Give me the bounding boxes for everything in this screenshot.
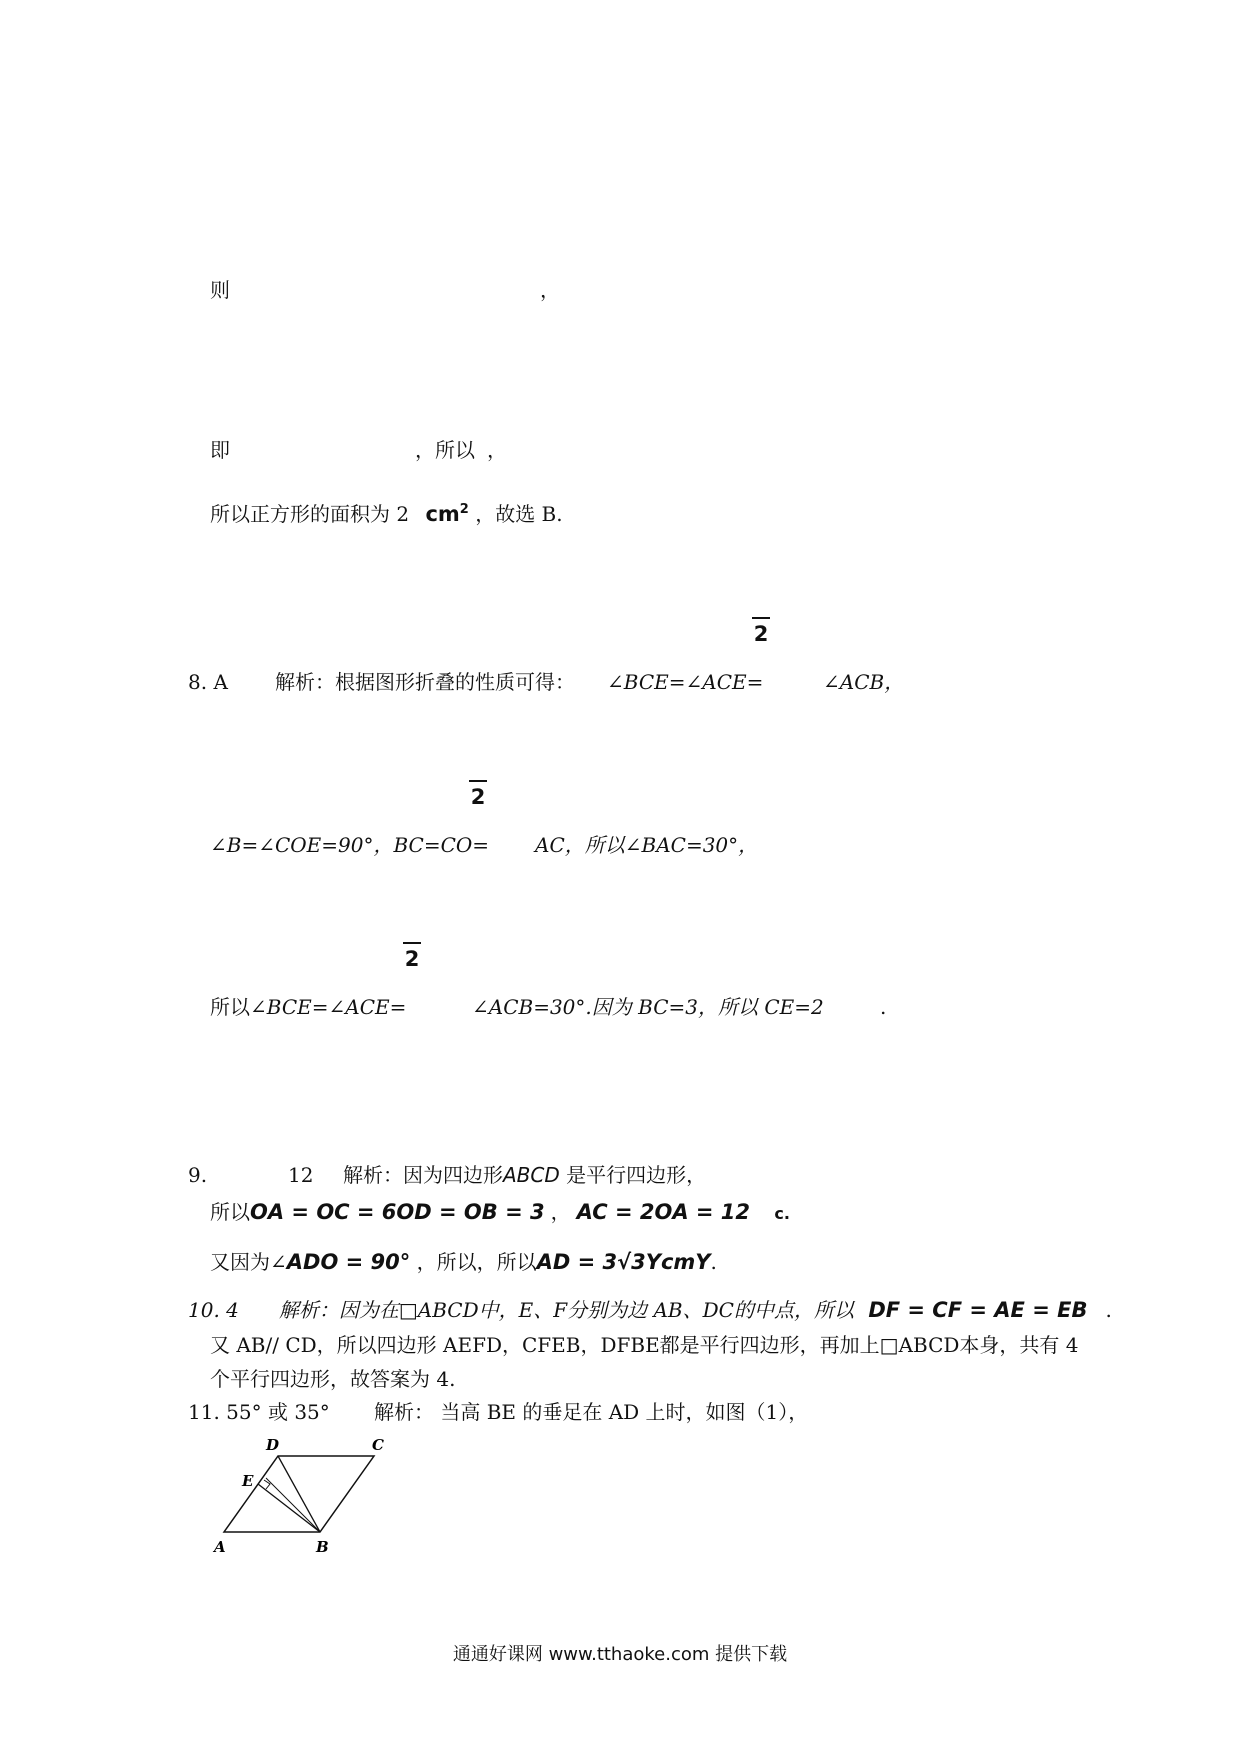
fraction-1 [752,617,770,646]
q10-line-c: 个平行四边形，故答案为 4. [210,1367,456,1391]
area-unit [425,502,468,526]
q9-math-oa-oc: OA = OC = 6 [250,1200,397,1224]
q8-conclusion-ce: ∠ACB=30°.因为 BC=3，所以 CE=2 [472,995,824,1019]
q10-period: . [1105,1298,1112,1322]
q11-answer: 11. 55° 或 35° [188,1400,330,1424]
q10-intro: 10. 4 解析：因为在□ABCD中，E、F分别为边 AB、DC的中点，所以 [188,1298,854,1322]
fraction-1-denominator: 2 [753,622,769,646]
footer-credit: 通通好课网 www.tthaoke.com 提供下载 [452,1644,788,1665]
area-unit-cm: cm [425,502,460,526]
q8-conclusion-prefix: 所以 [210,995,250,1019]
fraction-1-bar [752,617,770,619]
q9-period: . [710,1250,717,1274]
q9-suoyi-2: ，所以，所以 [416,1250,537,1274]
label-d: D [266,1436,280,1454]
fraction-2 [469,780,487,809]
q9-line-b [210,1200,790,1226]
fraction-2-bar [469,780,487,782]
label-c: C [372,1436,384,1454]
diagonal-db [278,1456,320,1532]
line-2-prefix: 即 [210,438,230,462]
q9-math-ac: AC = 2OA = 12 [576,1200,751,1224]
area-text: 所以正方形的面积为 2 [210,502,410,526]
line-3-area [210,498,563,526]
q9-abcd: ABCD [503,1163,560,1187]
area-unit-exponent: 2 [459,502,469,517]
q8-number: 8. A [188,670,228,694]
label-b: B [316,1538,329,1556]
q9-math-od-ob: OD = OB = 3 [396,1200,545,1224]
q10-line-b: 又 AB// CD，所以四边形 AEFD，CFEB，DFBE都是平行四边形，再加上□ABCD本身，共有 4 [210,1333,1079,1357]
area-answer: ，故选 B. [475,502,563,526]
q8-conclusion-angles: ∠BCE=∠ACE= [250,995,407,1019]
altitude-be [258,1484,320,1532]
q9-answer: 12 [288,1163,314,1187]
label-e: E [242,1472,254,1490]
q9-line-c [210,1250,717,1274]
line-1-comma: ， [540,278,560,302]
q9-intro: 解析：因为四边形 [343,1163,503,1187]
q8-conclusion-period: . [880,995,887,1019]
q9-separator: ， [550,1200,571,1224]
fraction-2-denominator: 2 [470,785,486,809]
parallelogram-figure [208,1434,428,1559]
q9-number: 9. [188,1163,208,1187]
q9-tail: c. [774,1204,790,1223]
q8-analysis-intro: 解析：根据图形折叠的性质可得： [275,670,575,694]
q9-suoyi: 所以 [210,1200,250,1224]
q10-math: DF = CF = AE = EB [868,1298,1088,1322]
line-1-prefix: 则 [210,278,230,302]
fraction-3-denominator: 2 [404,947,420,971]
line-2-comma: ， [487,438,507,462]
q10-line-a [188,1298,1112,1322]
segment-e-b [266,1478,320,1532]
q11-analysis: 解析： 当高 BE 的垂足在 AD 上时，如图（1）， [374,1400,809,1424]
q8-angle-eq: ∠BCE=∠ACE= [607,670,764,694]
q9-analysis [343,1163,706,1187]
q9-math-ado: ADO = 90° [286,1250,411,1274]
q8-right-angle: ∠B=∠COE=90°，BC=CO= [210,833,490,857]
fraction-3-bar [403,942,421,944]
line-2-suoyi: ，所以 [415,438,475,462]
q8-bac-30: AC，所以∠BAC=30°， [535,833,759,857]
label-a: A [214,1538,226,1556]
q9-math-ad: AD = 3√3YcmY [536,1250,711,1274]
q8-angle-acb: ∠ACB， [823,670,905,694]
q9-youyinwei: 又因为∠ [210,1250,287,1274]
q9-parallelogram: 是平行四边形， [566,1163,707,1187]
fraction-3 [403,942,421,971]
